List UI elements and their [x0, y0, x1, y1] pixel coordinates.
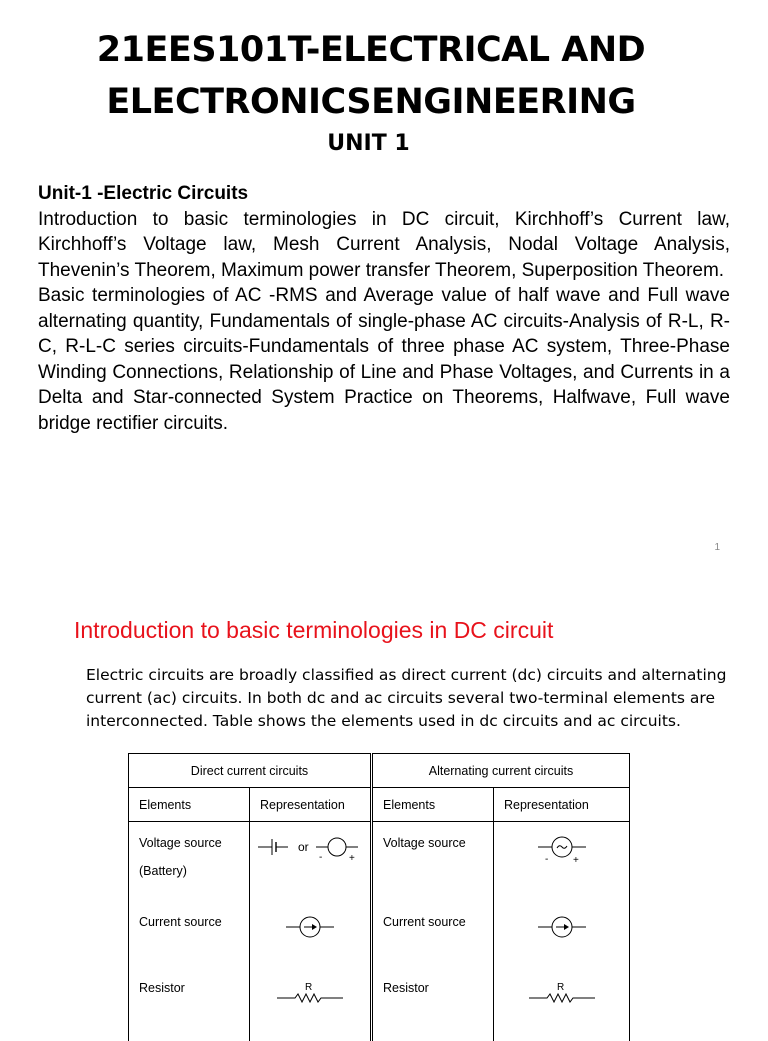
or-text: or	[298, 840, 309, 854]
unit-label: UNIT 1	[327, 131, 410, 156]
table-header-row	[129, 754, 630, 788]
svg-text:-: -	[319, 852, 323, 862]
table-row	[129, 901, 630, 967]
slide-2	[0, 580, 768, 1024]
ac-resistor-symbol	[494, 967, 630, 1041]
intro-paragraph: Electric circuits are broadly classified as direct current (dc) circuits and alternating current (ac) circuits. In both dc and ac circuits several two-terminal elements are interconnected. Table shows the elements used in dc circuits and ac circuits.	[86, 666, 727, 730]
ac-voltage-source-label: Voltage source	[372, 822, 494, 902]
ac-source-icon	[536, 836, 588, 866]
table-subheader-row	[129, 788, 630, 822]
dc-header: Direct current circuits	[129, 754, 372, 788]
svg-text:-: -	[544, 854, 548, 865]
dc-voltage-source-label: Voltage source	[139, 836, 222, 850]
syllabus-paragraph-ac: Basic terminologies of AC -RMS and Average value of half wave and Full wave alternating quantity, Fundamentals of single-phase AC circuits-Analysis of R-L, R-C, R-L-C series circuits-Fundamentals of three phase AC system, Three-Phase Winding Connections, Relationship of Line and Phase Voltages, and Currents in a Delta and Star-connected System Practice on Theorems, Halfwave, Full wave bridge rectifier circuits.	[38, 285, 730, 434]
dc-battery-label: (Battery)	[139, 864, 187, 878]
title-line-2: ELECTRONICSENGINEERING	[106, 82, 636, 122]
resistor-icon	[275, 981, 345, 1005]
table-row	[129, 967, 630, 1041]
title-line-1: 21EES101T-ELECTRICAL AND	[96, 30, 646, 70]
ac-current-source-label: Current source	[372, 901, 494, 967]
ac-current-source-symbol	[494, 901, 630, 967]
ac-resistor-label: Resistor	[372, 967, 494, 1041]
dc-representation-header: Representation	[250, 788, 372, 822]
dc-elements-header: Elements	[129, 788, 250, 822]
dc-resistor-symbol	[250, 967, 372, 1041]
syllabus-body	[38, 181, 730, 436]
svg-text:+: +	[572, 855, 579, 866]
ac-elements-header: Elements	[372, 788, 494, 822]
dc-voltage-source-symbol	[250, 822, 372, 902]
dc-current-source-label: Current source	[129, 901, 250, 967]
battery-icon	[256, 836, 364, 862]
slide-title	[0, 24, 742, 128]
syllabus-heading: Unit-1 -Electric Circuits	[38, 183, 249, 204]
dc-resistor-label: Resistor	[129, 967, 250, 1041]
resistor-icon	[527, 981, 597, 1005]
current-source-icon	[284, 915, 336, 939]
dc-voltage-source-cell	[129, 822, 250, 902]
ac-voltage-source-symbol	[494, 822, 630, 902]
page-number: 1	[714, 542, 720, 553]
syllabus-paragraph-dc: Introduction to basic terminologies in DC circuit, Kirchhoff’s Current law, Kirchhoff’s Voltage law, Mesh Current Analysis, Nodal Voltage Analysis, Thevenin’s Theorem, Maximum power transfer Theorem, Superposition Theorem.	[38, 208, 730, 281]
resistor-label: R	[556, 982, 564, 993]
resistor-label: R	[305, 982, 313, 993]
svg-text:+: +	[349, 853, 355, 862]
ac-header: Alternating current circuits	[372, 754, 630, 788]
ac-representation-header: Representation	[494, 788, 630, 822]
current-source-icon	[536, 915, 588, 939]
dc-current-source-symbol	[250, 901, 372, 967]
table-row	[129, 822, 630, 902]
elements-table	[128, 753, 630, 1041]
section-heading: Introduction to basic terminologies in DC circuit	[74, 617, 554, 643]
